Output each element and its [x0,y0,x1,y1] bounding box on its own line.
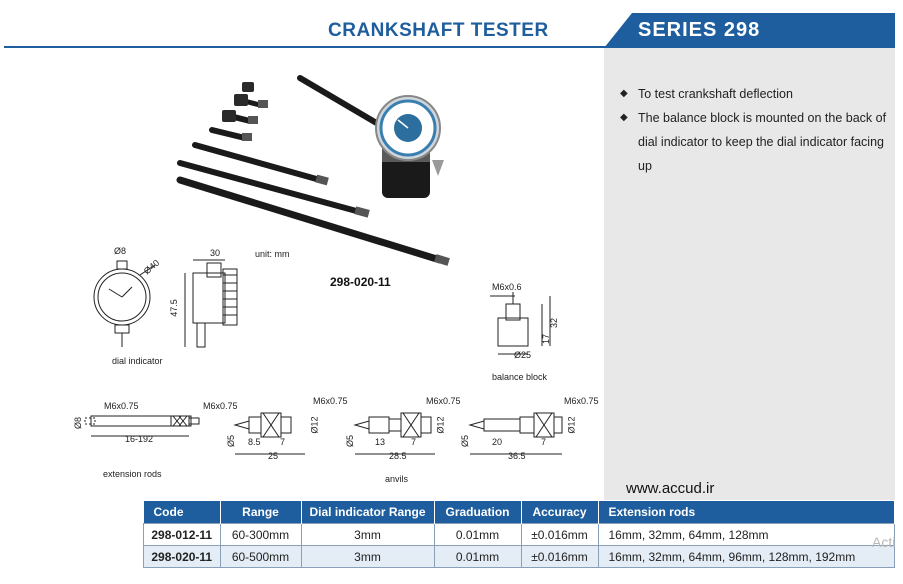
anvil-1-b: 7 [280,437,286,447]
table-cell: 16mm, 32mm, 64mm, 128mm [598,524,895,546]
dial-face-dim: Ø40 [141,257,162,277]
column-header: Extension rods [598,501,895,524]
balance-body-dim: 17 [541,333,552,345]
feature-item [618,106,888,178]
table-cell: 60-500mm [220,546,301,568]
dial-width-dim: 30 [210,248,221,258]
activation-watermark: Acti [872,534,896,550]
anvil-2-a: 13 [375,437,386,447]
table-row [144,546,895,568]
table-cell: 0.01mm [434,524,521,546]
feature-item [618,82,888,106]
feature-text: The balance block is mounted on the back of dial indicator to keep the dial indicator facing up [638,111,887,173]
column-header: Accuracy [521,501,598,524]
rod-diameter-dim: Ø8 [73,416,84,430]
anvil-3-total: 36.5 [508,451,526,461]
anvil-1-tip: Ø5 [226,434,237,448]
anvil-1-a: 8.5 [248,437,261,447]
series-label: SERIES 298 [638,19,761,41]
anvil-2-total: 28.5 [389,451,407,461]
anvil-3-tip: Ø5 [460,434,471,448]
diamond-bullet-icon: ◆ [620,112,628,123]
rod-length-dim: 16-192 [125,434,154,444]
balance-diameter-dim: Ø25 [514,350,532,360]
table-cell: 60-300mm [220,524,301,546]
table-cell: ±0.016mm [521,546,598,568]
website-link[interactable]: www.accud.ir [626,480,715,497]
anvil-1-total: 25 [268,451,279,461]
rod-thread-right: M6x0.75 [203,401,238,411]
product-code: 298-020-11 [330,275,391,289]
diamond-bullet-icon: ◆ [620,88,628,99]
table-cell: 16mm, 32mm, 64mm, 96mm, 128mm, 192mm [598,546,895,568]
anvil-2-b: 7 [411,437,417,447]
column-header: Dial indicator Range [301,501,434,524]
feature-text: To test crankshaft deflection [638,87,793,101]
dial-indicator-drawing [85,255,245,355]
anvil-3-a: 20 [492,437,503,447]
balance-total-dim: 32 [549,317,560,329]
spec-table [143,501,895,568]
anvil-1-thread: M6x0.75 [313,396,348,406]
column-header: Graduation [434,501,521,524]
extension-rods-label: extension rods [103,469,162,479]
table-row [144,524,895,546]
rod-thread-left: M6x0.75 [104,401,139,411]
feature-list [618,82,888,178]
balance-thread-dim: M6x0.6 [492,282,522,292]
table-cell: 298-020-11 [144,546,221,568]
balance-block-label: balance block [492,372,548,382]
header-rule [4,46,614,48]
product-photo [160,70,470,270]
column-header: Code [144,501,221,524]
table-cell: 3mm [301,524,434,546]
table-cell: 0.01mm [434,546,521,568]
column-header: Range [220,501,301,524]
anvils-label: anvils [385,474,409,484]
anvil-2-body: Ø12 [435,416,446,434]
table-cell: 298-012-11 [144,524,221,546]
table-cell: 3mm [301,546,434,568]
table-cell: ±0.016mm [521,524,598,546]
unit-label: unit: mm [255,249,290,259]
extension-rod-drawing [85,410,215,450]
dial-stem-dim: Ø8 [114,246,127,256]
anvil-3-b: 7 [541,437,547,447]
anvil-1-body: Ø12 [309,416,320,434]
page-title: CRANKSHAFT TESTER [328,20,549,41]
dial-indicator-label: dial indicator [112,356,163,366]
dial-height-dim: 47.5 [168,299,179,317]
anvil-3-thread: M6x0.75 [564,396,599,406]
table-header-row [144,501,895,524]
anvil-2-tip: Ø5 [345,434,356,448]
anvil-3-body: Ø12 [566,416,577,434]
anvil-2-thread: M6x0.75 [426,396,461,406]
